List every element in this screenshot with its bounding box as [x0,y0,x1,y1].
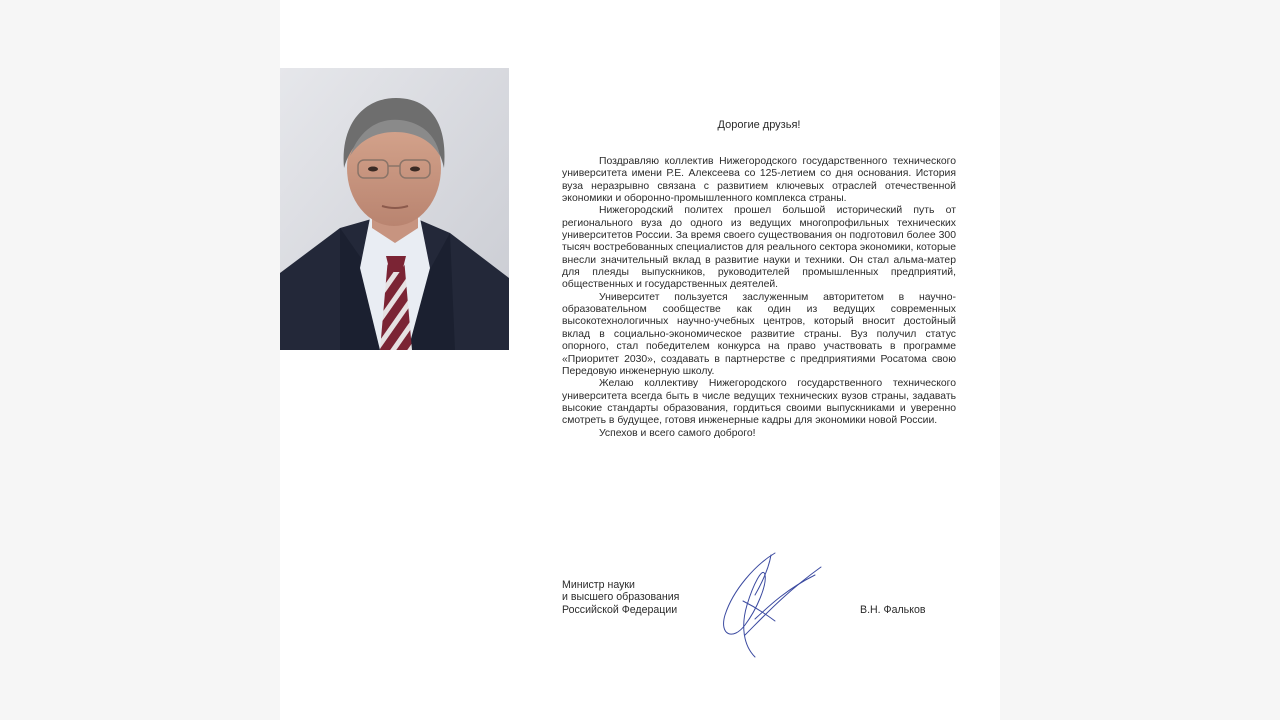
letter-paragraph: Желаю коллективу Нижегородского государственного технического университета всегда быть в числе ведущих технических вузов страны, задавать высокие стандарты образования, гордиться своими выпускниками и уверенно смотреть в будущее, готовя инженерные кадры для экономики новой России. [562,378,956,427]
signatory-title-line: Министр науки [562,579,635,591]
letter-paragraph: Университет пользуется заслуженным авторитетом в научно-образовательном сообществе как один из ведущих современных высокотехнологичных научно-учебных центров, который вносит достойный вклад в социально-экономическое развитие страны. Вуз получил статус опорного, стал победителем конкурса на право участвовать в программе «Приоритет 2030», создавать в партнерстве с предприятиями Росатома свою Передовую инженерную школу. [562,291,956,377]
signatory-title-line: Российской Федерации [562,603,678,616]
handwritten-signature [715,545,830,663]
signatory-name: В.Н. Фальков [860,604,926,616]
letter-paragraph: Поздравляю коллектив Нижегородского государственного технического университета имени Р.Е. Алексеева со 125-летием со дня основания. История вуза неразрывно связана с развитием ключевых отраслей отечественной экономики и оборонно-промышленного комплекса страны. [562,156,956,205]
signatory-title [562,579,679,616]
portrait-photo [280,68,509,350]
letter-paragraph: Нижегородский политех прошел большой исторический путь от регионального вуза до одного из ведущих многопрофильных технических университетов России. За время своего существования он подготовил более 300 тысяч востребованных специалистов для реального сектора экономики, которые внесли значительный вклад в развитие науки и техники. Он стал альма-матер для плеяды выпускников, руководителей промышленных предприятий, общественных и государственных деятелей. [562,205,956,291]
signatory-title-line: и высшего образования [562,591,680,604]
letter-greeting: Дорогие друзья! [717,119,801,131]
letter-body [562,156,956,440]
letter-closing: Успехов и всего самого доброго! [599,427,756,439]
